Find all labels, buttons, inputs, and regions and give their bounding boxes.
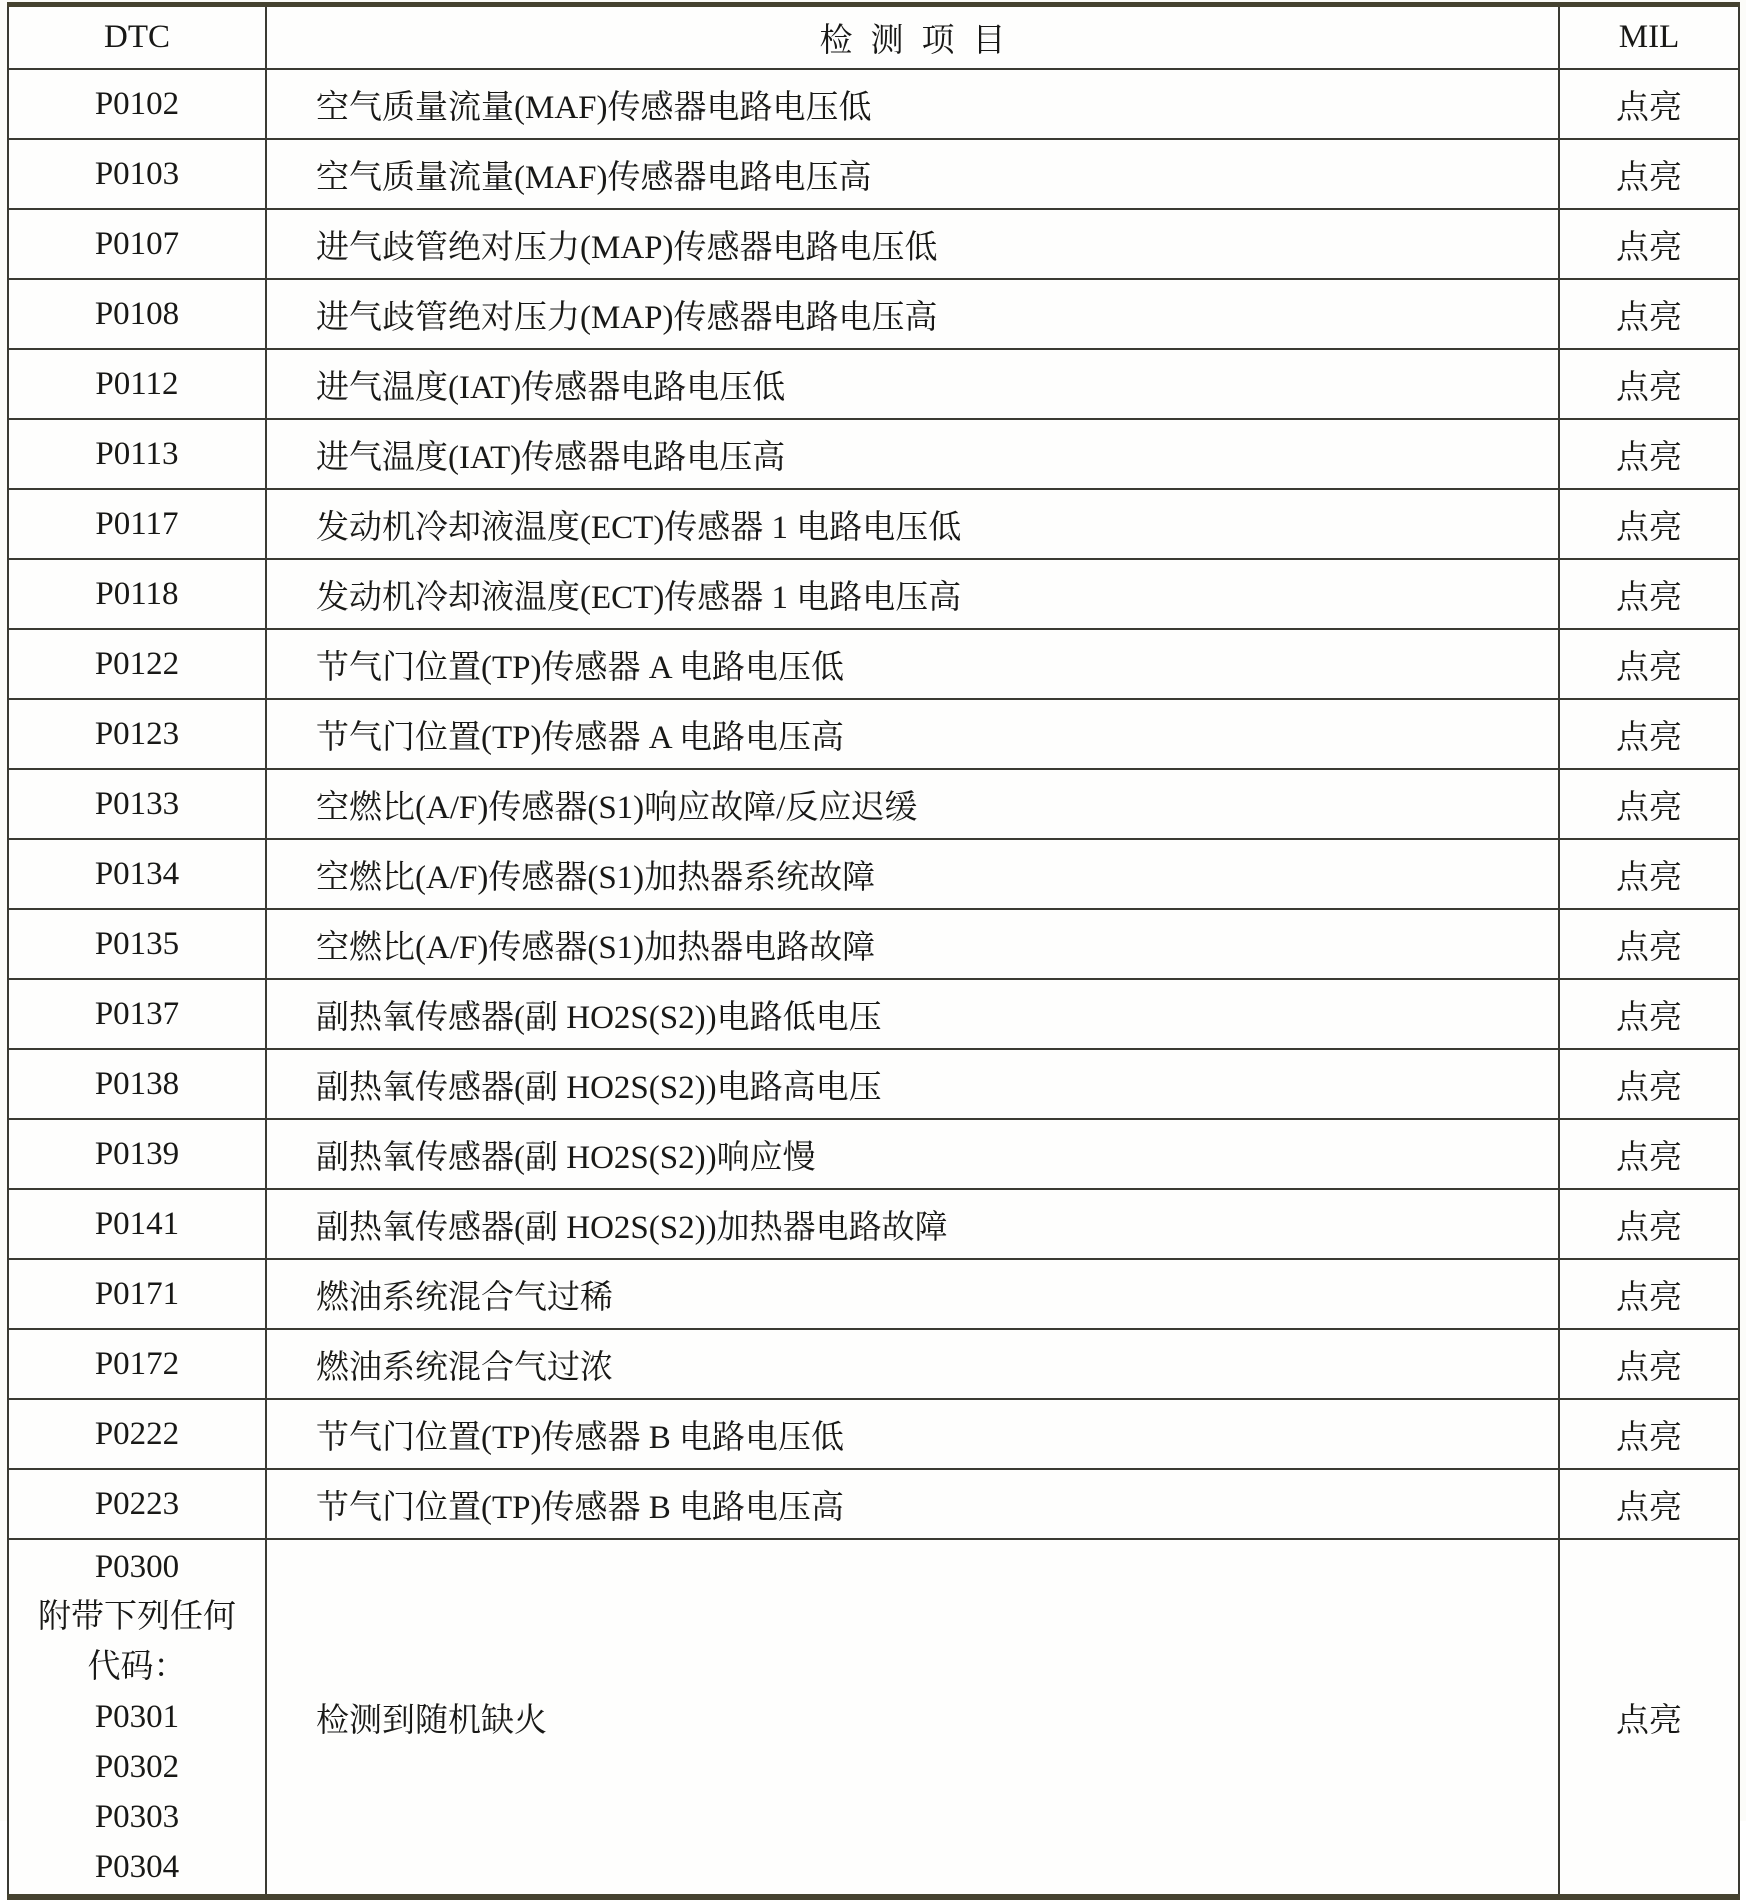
mil-cell: 点亮 xyxy=(1559,1189,1739,1259)
table-row xyxy=(8,1399,1739,1469)
table-row xyxy=(8,1329,1739,1399)
item-cell: 进气温度(IAT)传感器电路电压高 xyxy=(266,419,1559,489)
dtc-cell: P0123 xyxy=(8,699,266,769)
item-cell: 空气质量流量(MAF)传感器电路电压低 xyxy=(266,69,1559,139)
item-cell: 副热氧传感器(副 HO2S(S2))电路高电压 xyxy=(266,1049,1559,1119)
dtc-table-body xyxy=(8,69,1739,1897)
dtc-cell: P0171 xyxy=(8,1259,266,1329)
item-cell: 检测到随机缺火 xyxy=(266,1539,1559,1897)
dtc-cell: P0122 xyxy=(8,629,266,699)
mil-cell: 点亮 xyxy=(1559,1119,1739,1189)
dtc-cell: P0223 xyxy=(8,1469,266,1539)
item-cell: 节气门位置(TP)传感器 B 电路电压高 xyxy=(266,1469,1559,1539)
dtc-code-line: 代码： xyxy=(87,1649,187,1685)
table-row xyxy=(8,629,1739,699)
item-cell: 节气门位置(TP)传感器 A 电路电压低 xyxy=(266,629,1559,699)
mil-cell: 点亮 xyxy=(1559,559,1739,629)
mil-cell: 点亮 xyxy=(1559,979,1739,1049)
dtc-table xyxy=(7,2,1740,1900)
mil-cell: 点亮 xyxy=(1559,139,1739,209)
item-cell: 进气歧管绝对压力(MAP)传感器电路电压高 xyxy=(266,279,1559,349)
mil-cell: 点亮 xyxy=(1559,209,1739,279)
table-row xyxy=(8,839,1739,909)
item-cell: 副热氧传感器(副 HO2S(S2))电路低电压 xyxy=(266,979,1559,1049)
mil-cell: 点亮 xyxy=(1559,1329,1739,1399)
dtc-code-line: P0303 xyxy=(94,1799,180,1835)
item-cell: 燃油系统混合气过稀 xyxy=(266,1259,1559,1329)
dtc-cell: P0108 xyxy=(8,279,266,349)
table-row xyxy=(8,909,1739,979)
dtc-cell-multi xyxy=(8,1539,266,1897)
mil-cell: 点亮 xyxy=(1559,69,1739,139)
item-cell: 副热氧传感器(副 HO2S(S2))响应慢 xyxy=(266,1119,1559,1189)
dtc-cell: P0112 xyxy=(8,349,266,419)
table-row xyxy=(8,1469,1739,1539)
dtc-cell: P0172 xyxy=(8,1329,266,1399)
item-cell: 发动机冷却液温度(ECT)传感器 1 电路电压高 xyxy=(266,559,1559,629)
dtc-cell: P0137 xyxy=(8,979,266,1049)
column-header-mil: MIL xyxy=(1559,5,1739,70)
mil-cell: 点亮 xyxy=(1559,419,1739,489)
item-cell: 副热氧传感器(副 HO2S(S2))加热器电路故障 xyxy=(266,1189,1559,1259)
item-cell: 空燃比(A/F)传感器(S1)响应故障/反应迟缓 xyxy=(266,769,1559,839)
dtc-cell: P0134 xyxy=(8,839,266,909)
dtc-cell: P0133 xyxy=(8,769,266,839)
item-cell: 空气质量流量(MAF)传感器电路电压高 xyxy=(266,139,1559,209)
table-row xyxy=(8,209,1739,279)
dtc-cell: P0117 xyxy=(8,489,266,559)
table-row xyxy=(8,139,1739,209)
item-cell: 节气门位置(TP)传感器 A 电路电压高 xyxy=(266,699,1559,769)
mil-cell: 点亮 xyxy=(1559,1399,1739,1469)
dtc-cell: P0139 xyxy=(8,1119,266,1189)
dtc-cell: P0113 xyxy=(8,419,266,489)
mil-cell: 点亮 xyxy=(1559,909,1739,979)
item-cell: 燃油系统混合气过浓 xyxy=(266,1329,1559,1399)
dtc-cell: P0222 xyxy=(8,1399,266,1469)
item-cell: 进气歧管绝对压力(MAP)传感器电路电压低 xyxy=(266,209,1559,279)
dtc-code-line: P0302 xyxy=(94,1749,180,1785)
table-row xyxy=(8,1539,1739,1897)
mil-cell: 点亮 xyxy=(1559,629,1739,699)
dtc-cell: P0135 xyxy=(8,909,266,979)
mil-cell: 点亮 xyxy=(1559,769,1739,839)
mil-cell: 点亮 xyxy=(1559,489,1739,559)
table-row xyxy=(8,1049,1739,1119)
item-cell: 节气门位置(TP)传感器 B 电路电压低 xyxy=(266,1399,1559,1469)
mil-cell: 点亮 xyxy=(1559,349,1739,419)
dtc-code-line: P0304 xyxy=(94,1849,180,1885)
mil-cell: 点亮 xyxy=(1559,279,1739,349)
table-row xyxy=(8,419,1739,489)
dtc-code-line: 附带下列任何 xyxy=(38,1599,236,1635)
table-row xyxy=(8,1189,1739,1259)
table-row xyxy=(8,699,1739,769)
item-cell: 空燃比(A/F)传感器(S1)加热器系统故障 xyxy=(266,839,1559,909)
column-header-item-label: 检测项目 xyxy=(819,23,1024,59)
item-cell: 进气温度(IAT)传感器电路电压低 xyxy=(266,349,1559,419)
mil-cell: 点亮 xyxy=(1559,1539,1739,1897)
dtc-code-line: P0301 xyxy=(94,1699,180,1735)
dtc-cell: P0107 xyxy=(8,209,266,279)
table-row xyxy=(8,279,1739,349)
item-cell: 空燃比(A/F)传感器(S1)加热器电路故障 xyxy=(266,909,1559,979)
table-row xyxy=(8,1259,1739,1329)
dtc-cell: P0141 xyxy=(8,1189,266,1259)
dtc-code-line: P0300 xyxy=(94,1549,180,1585)
table-row xyxy=(8,559,1739,629)
column-header-dtc: DTC xyxy=(8,5,266,70)
mil-cell: 点亮 xyxy=(1559,839,1739,909)
dtc-cell: P0138 xyxy=(8,1049,266,1119)
table-row xyxy=(8,489,1739,559)
mil-cell: 点亮 xyxy=(1559,1259,1739,1329)
table-row xyxy=(8,69,1739,139)
table-row xyxy=(8,349,1739,419)
column-header-item xyxy=(266,5,1559,70)
table-row xyxy=(8,979,1739,1049)
table-header-row xyxy=(8,5,1739,70)
mil-cell: 点亮 xyxy=(1559,699,1739,769)
dtc-cell: P0103 xyxy=(8,139,266,209)
table-row xyxy=(8,769,1739,839)
mil-cell: 点亮 xyxy=(1559,1049,1739,1119)
dtc-cell: P0102 xyxy=(8,69,266,139)
table-row xyxy=(8,1119,1739,1189)
dtc-cell: P0118 xyxy=(8,559,266,629)
mil-cell: 点亮 xyxy=(1559,1469,1739,1539)
item-cell: 发动机冷却液温度(ECT)传感器 1 电路电压低 xyxy=(266,489,1559,559)
